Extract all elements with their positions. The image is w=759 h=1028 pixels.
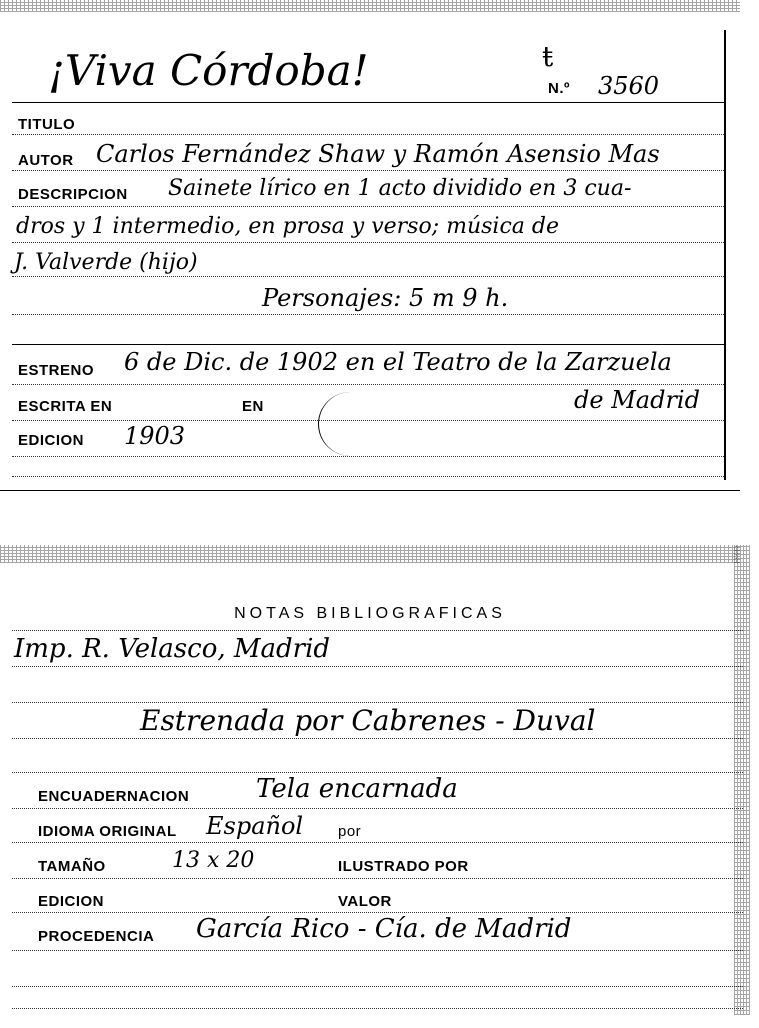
descripcion-label: DESCRIPCION	[18, 186, 128, 203]
note-line1: Imp. R. Velasco, Madrid	[14, 634, 331, 664]
number-label: N.º	[548, 80, 570, 97]
encuadernacion-label: ENCUADERNACION	[38, 788, 190, 805]
edicion-label-bottom: EDICION	[38, 893, 105, 910]
circular-stamp	[318, 392, 383, 456]
rule	[12, 630, 743, 631]
rule	[12, 206, 724, 207]
scan-speckle-top	[0, 0, 740, 12]
estreno-value-continued: de Madrid	[574, 386, 700, 414]
rule	[12, 986, 743, 987]
card-bottom-edge	[0, 490, 740, 491]
rule	[12, 702, 743, 703]
rule	[12, 102, 724, 103]
idioma-value: Español	[206, 812, 304, 840]
rule	[12, 878, 743, 879]
rule	[12, 276, 724, 277]
tamano-label: TAMAÑO	[38, 858, 106, 875]
notes-heading: NOTAS BIBLIOGRAFICAS	[234, 605, 506, 622]
rule	[12, 242, 724, 243]
en-label: EN	[242, 398, 264, 415]
autor-label: AUTOR	[18, 152, 74, 169]
rule	[12, 456, 724, 457]
estreno-label: ESTRENO	[18, 362, 95, 379]
rule	[12, 808, 743, 809]
autor-value: Carlos Fernández Shaw y Ramón Asensio Mas	[96, 140, 660, 168]
rule	[12, 314, 724, 315]
por-label: por	[338, 823, 362, 840]
descripcion-line1: Sainete lírico en 1 acto dividido en 3 cua-	[168, 176, 632, 201]
rule	[12, 666, 743, 667]
rule	[12, 420, 724, 421]
descripcion-line3: J. Valverde (hijo)	[14, 250, 198, 275]
rule	[12, 1008, 743, 1009]
edicion-label: EDICION	[18, 432, 85, 449]
rule	[12, 134, 724, 135]
edicion-value: 1903	[124, 422, 186, 450]
number-value: 3560	[598, 72, 660, 100]
rule	[12, 344, 724, 345]
estreno-value: 6 de Dic. de 1902 en el Teatro de la Zarzuela	[124, 348, 672, 376]
encuadernacion-value: Tela encarnada	[256, 774, 458, 804]
idioma-label: IDIOMA ORIGINAL	[38, 823, 177, 840]
procedencia-label: PROCEDENCIA	[38, 928, 155, 945]
titulo-label: TITULO	[18, 116, 76, 133]
rule	[12, 912, 743, 913]
escrita-en-label: ESCRITA EN	[18, 398, 113, 415]
valor-label: VALOR	[338, 893, 392, 910]
card-right-border	[724, 30, 726, 480]
rule	[12, 772, 743, 773]
rule	[12, 384, 724, 385]
note-line2: Estrenada por Cabrenes - Duval	[140, 704, 596, 737]
tamano-value: 13 x 20	[172, 848, 255, 873]
descripcion-line2: dros y 1 intermedio, en prosa y verso; música de	[16, 214, 559, 239]
rule	[12, 170, 724, 171]
catalog-mark: ŧ	[542, 40, 554, 73]
top-catalog-card	[0, 0, 740, 492]
handwritten-title: ¡Viva Córdoba!	[48, 46, 369, 95]
personajes-value: Personajes: 5 m 9 h.	[262, 284, 509, 312]
scan-speckle-top	[0, 545, 740, 563]
procedencia-value: García Rico - Cía. de Madrid	[196, 914, 572, 944]
rule	[12, 738, 743, 739]
ilustrado-label: ILUSTRADO POR	[338, 858, 469, 875]
rule	[12, 950, 743, 951]
rule	[12, 476, 724, 477]
rule	[12, 842, 743, 843]
